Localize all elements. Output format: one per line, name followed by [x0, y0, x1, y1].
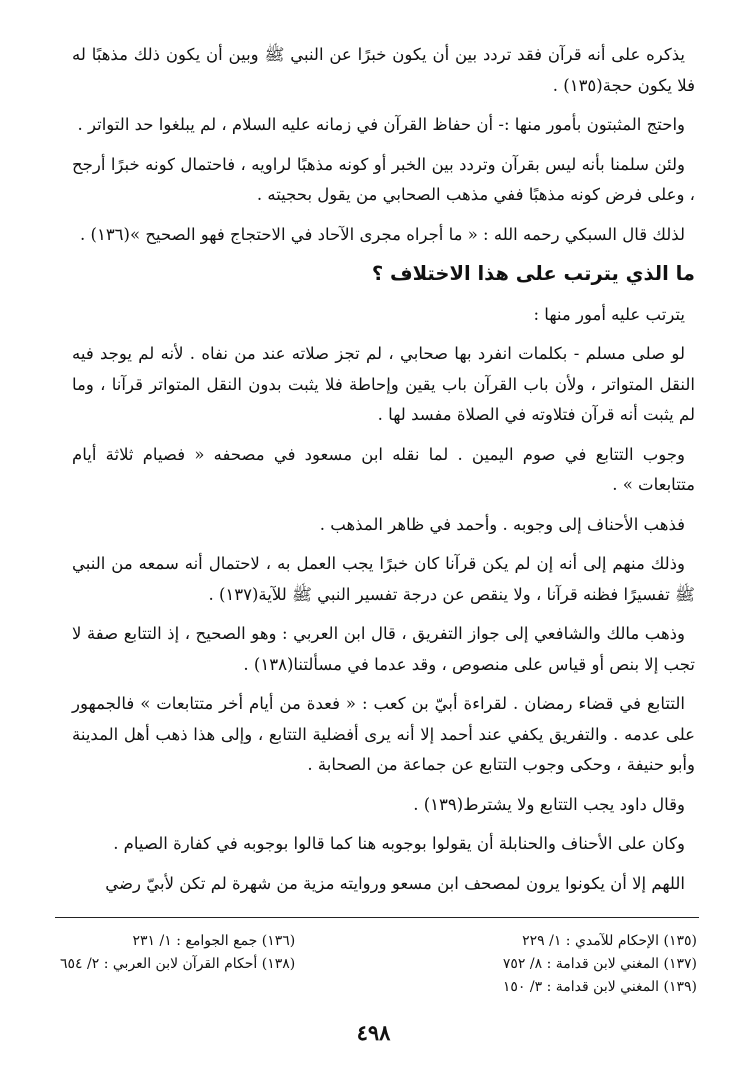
footnote: (١٣٦) جمع الجوامع : ١/ ٢٣١ — [132, 933, 296, 949]
paragraph: وذهب مالك والشافعي إلى جواز التفريق ، قال ابن العربي : وهو الصحيح ، إذ التتابع صفة لا تجب إلا بنص أو قياس على منصوص ، وقد عدما في مسألتنا(١٣٨) . — [72, 624, 695, 674]
paragraph: فذهب الأحناف إلى وجوبه . وأحمد في ظاهر المذهب . — [319, 514, 685, 534]
paragraph: التتابع في قضاء رمضان . لقراءة أبيّ بن كعب : « فعدة من أيام أخر متتابعات » فالجمهور على عدمه . والتفريق يكفي عند أحمد إلا أنه يرى أفضلية التتابع ، وإلى هذا ذهب أهل المدينة وأبو حنيفة ، وحكى وجوب التتابع عن جماعة من الصحابة . — [72, 694, 695, 774]
paragraph: لو صلى مسلم - بكلمات انفرد بها صحابي ، لم تجز صلاته عند من نفاه . لأنه لم يوجد فيه النقل المتواتر ، ولأن باب القرآن باب يقين وإحاطة فلا يثبت بدون النقل المتواتر قرآنا ، وما لم يثبت أنه قرآن فتلاوته في الصلاة مفسد لها . — [72, 344, 695, 424]
footnote: (١٣٩) المغني لابن قدامة : ٣/ ١٥٠ — [502, 979, 697, 995]
paragraph: واحتج المثبتون بأمور منها :- أن حفاظ القرآن في زمانه عليه السلام ، لم يبلغوا حد التواتر . — [77, 115, 685, 134]
paragraph: وكان على الأحناف والحنابلة أن يقولوا بوجوبه هنا كما قالوا بوجوبه في كفارة الصيام . — [113, 834, 685, 853]
footnote: (١٣٧) المغني لابن قدامة : ٨/ ٧٥٢ — [502, 956, 697, 972]
section-heading: ما الذي يترتب على هذا الاختلاف ؟ — [371, 262, 695, 285]
paragraph: يذكره على أنه قرآن فقد تردد بين أن يكون خبرًا عن النبي ﷺ وبين أن يكون ذلك مذهبًا له فلا يكون حجة(١٣٥) . — [72, 45, 695, 95]
paragraph: يترتب عليه أمور منها : — [533, 304, 685, 324]
footnotes — [60, 930, 697, 999]
footnote-divider — [55, 917, 699, 918]
page-number: ٤٩٨ — [356, 1020, 391, 1045]
paragraph: وجوب التتابع في صوم اليمين . لما نقله ابن مسعود في مصحفه « فصيام ثلاثة أيام متتابعات » . — [72, 444, 695, 494]
main-text — [72, 40, 695, 908]
footnotes-left-column — [60, 930, 295, 999]
footnote: (١٣٥) الإحكام للآمدي : ١/ ٢٢٩ — [522, 933, 697, 949]
paragraph: وقال داود يجب التتابع ولا يشترط(١٣٩) . — [413, 794, 685, 814]
footnote: (١٣٨) أحكام القرآن لابن العربي : ٢/ ٦٥٤ — [60, 956, 296, 972]
paragraph: ولئن سلمنا بأنه ليس بقرآن وتردد بين الخبر أو كونه مذهبًا لراويه ، فاحتمال كونه خبرًا أرجح ، وعلى فرض كونه مذهبًا ففي مذهب الصحابي من يقول بحجيته . — [72, 154, 695, 204]
paragraph: لذلك قال السبكي رحمه الله : « ما أجراه مجرى الآحاد في الاحتجاج فهو الصحيح »(١٣٦) . — [80, 224, 685, 244]
footnotes-right-column — [503, 930, 697, 999]
paragraph: وذلك منهم إلى أنه إن لم يكن قرآنا كان خبرًا يجب العمل به ، لاحتمال أنه سمعه من النبي ﷺ تفسيرًا فظنه قرآنا ، ولا ينقص عن درجة تفسير النبي ﷺ للآية(١٣٧) . — [72, 554, 695, 604]
paragraph: اللهم إلا أن يكونوا يرون لمصحف ابن مسعو وروايته مزية من شهرة لم تكن لأبيّ رضي — [105, 873, 685, 893]
